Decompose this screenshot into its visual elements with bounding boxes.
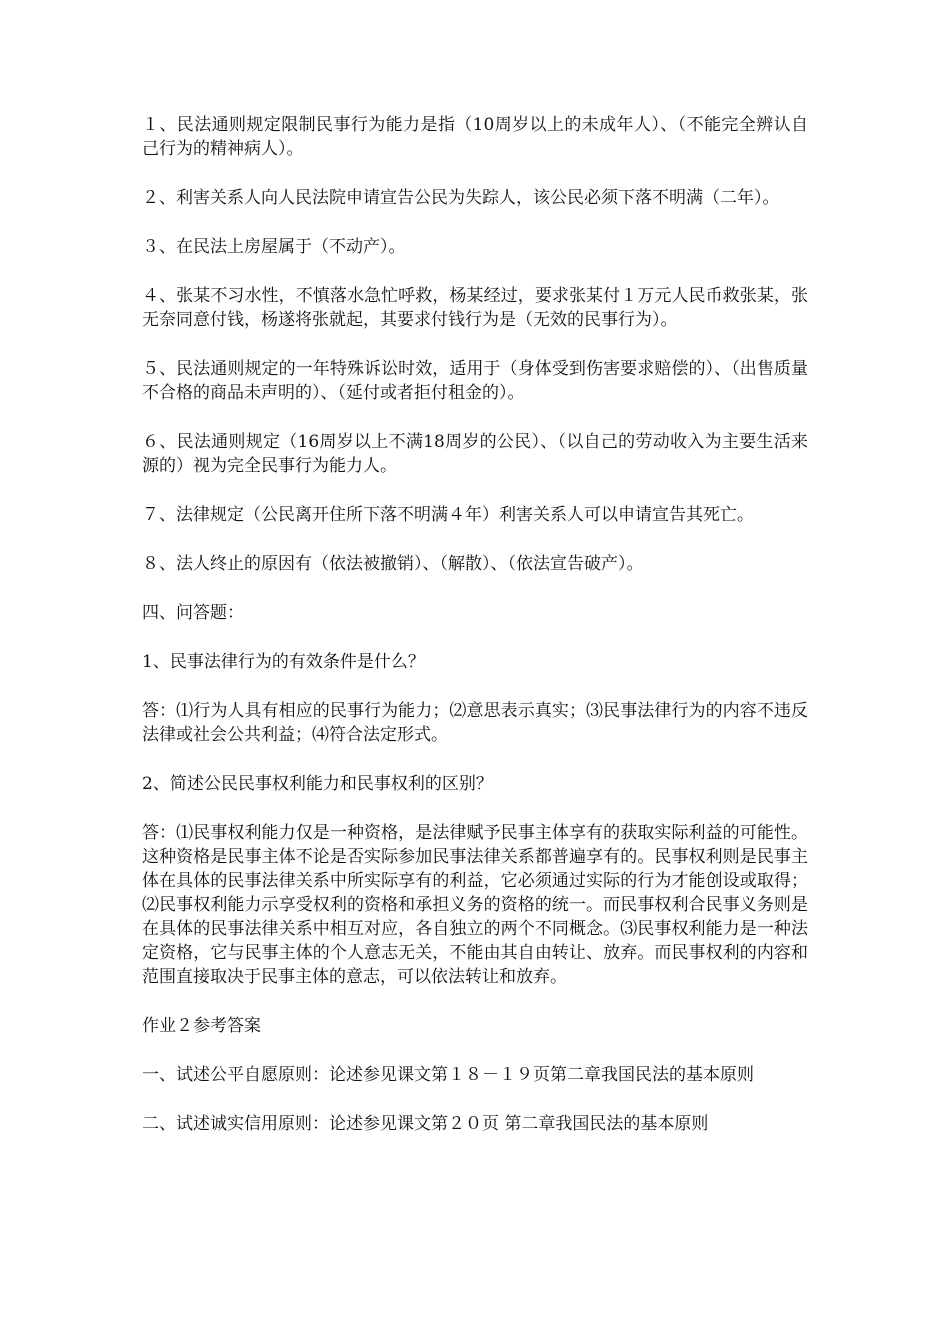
- essay-item-2: 二、试述诚实信用原则：论述参见课文第２０页 第二章我国民法的基本原则: [142, 1114, 709, 1134]
- answer-item-1: １、民法通则规定限制民事行为能力是指（10周岁以上的未成年人）、（不能完全辨认自己行为的精神病人）。: [142, 115, 808, 159]
- answer-2: 答：⑴民事权利能力仅是一种资格，是法律赋予民事主体享有的获取实际利益的可能性。这种资格是民事主体不论是否实际参加民事法律关系都普遍享有的。民事权利则是民事主体在具体的民事法律关系中所实际享有的利益，它必须通过实际的行为才能创设或取得；⑵民事权利能力示享受权利的资格和承担义务的资格的统一。而民事权利合民事义务则是在具体的民事法律关系中相互对应，各自独立的两个不同概念。⑶民事权利能力是一种法定资格，它与民事主体的个人意志无关，不能由其自由转让、放弃。而民事权利的内容和范围直接取决于民事主体的意志，可以依法转让和放弃。: [142, 823, 808, 987]
- homework-2-heading: 作业２参考答案: [142, 1016, 261, 1036]
- answer-item-4: ４、张某不习水性，不慎落水急忙呼救，杨某经过，要求张某付１万元人民币救张某，张无奈同意付钱，杨遂将张就起，其要求付钱行为是（无效的民事行为）。: [142, 286, 808, 330]
- answer-item-8: ８、法人终止的原因有（依法被撤销）、（解散）、（依法宣告破产）。: [142, 554, 644, 574]
- question-2: 2、简述公民民事权利能力和民事权利的区别？: [142, 774, 493, 794]
- answer-item-5: ５、民法通则规定的一年特殊诉讼时效，适用于（身体受到伤害要求赔偿的）、（出售质量不合格的商品未声明的）、（延付或者拒付租金的）。: [142, 359, 808, 403]
- answer-item-3: ３、在民法上房屋属于（不动产）。: [142, 237, 406, 257]
- answer-item-2: ２、利害关系人向人民法院申请宣告公民为失踪人，该公民必须下落不明满（二年）。: [142, 188, 780, 208]
- essay-item-1: 一、试述公平自愿原则：论述参见课文第１８－１９页第二章我国民法的基本原则: [142, 1065, 754, 1085]
- document-body: [142, 113, 808, 1161]
- section-heading-qa: 四、问答题：: [142, 603, 244, 623]
- answer-1: 答：⑴行为人具有相应的民事行为能力；⑵意思表示真实；⑶民事法律行为的内容不违反法律或社会公共利益；⑷符合法定形式。: [142, 701, 808, 745]
- question-1: 1、民事法律行为的有效条件是什么？: [142, 652, 425, 672]
- answer-item-6: ６、民法通则规定（16周岁以上不满18周岁的公民）、（以自己的劳动收入为主要生活来源的）视为完全民事行为能力人。: [142, 432, 808, 476]
- answer-item-7: ７、法律规定（公民离开住所下落不明满４年）利害关系人可以申请宣告其死亡。: [142, 505, 754, 525]
